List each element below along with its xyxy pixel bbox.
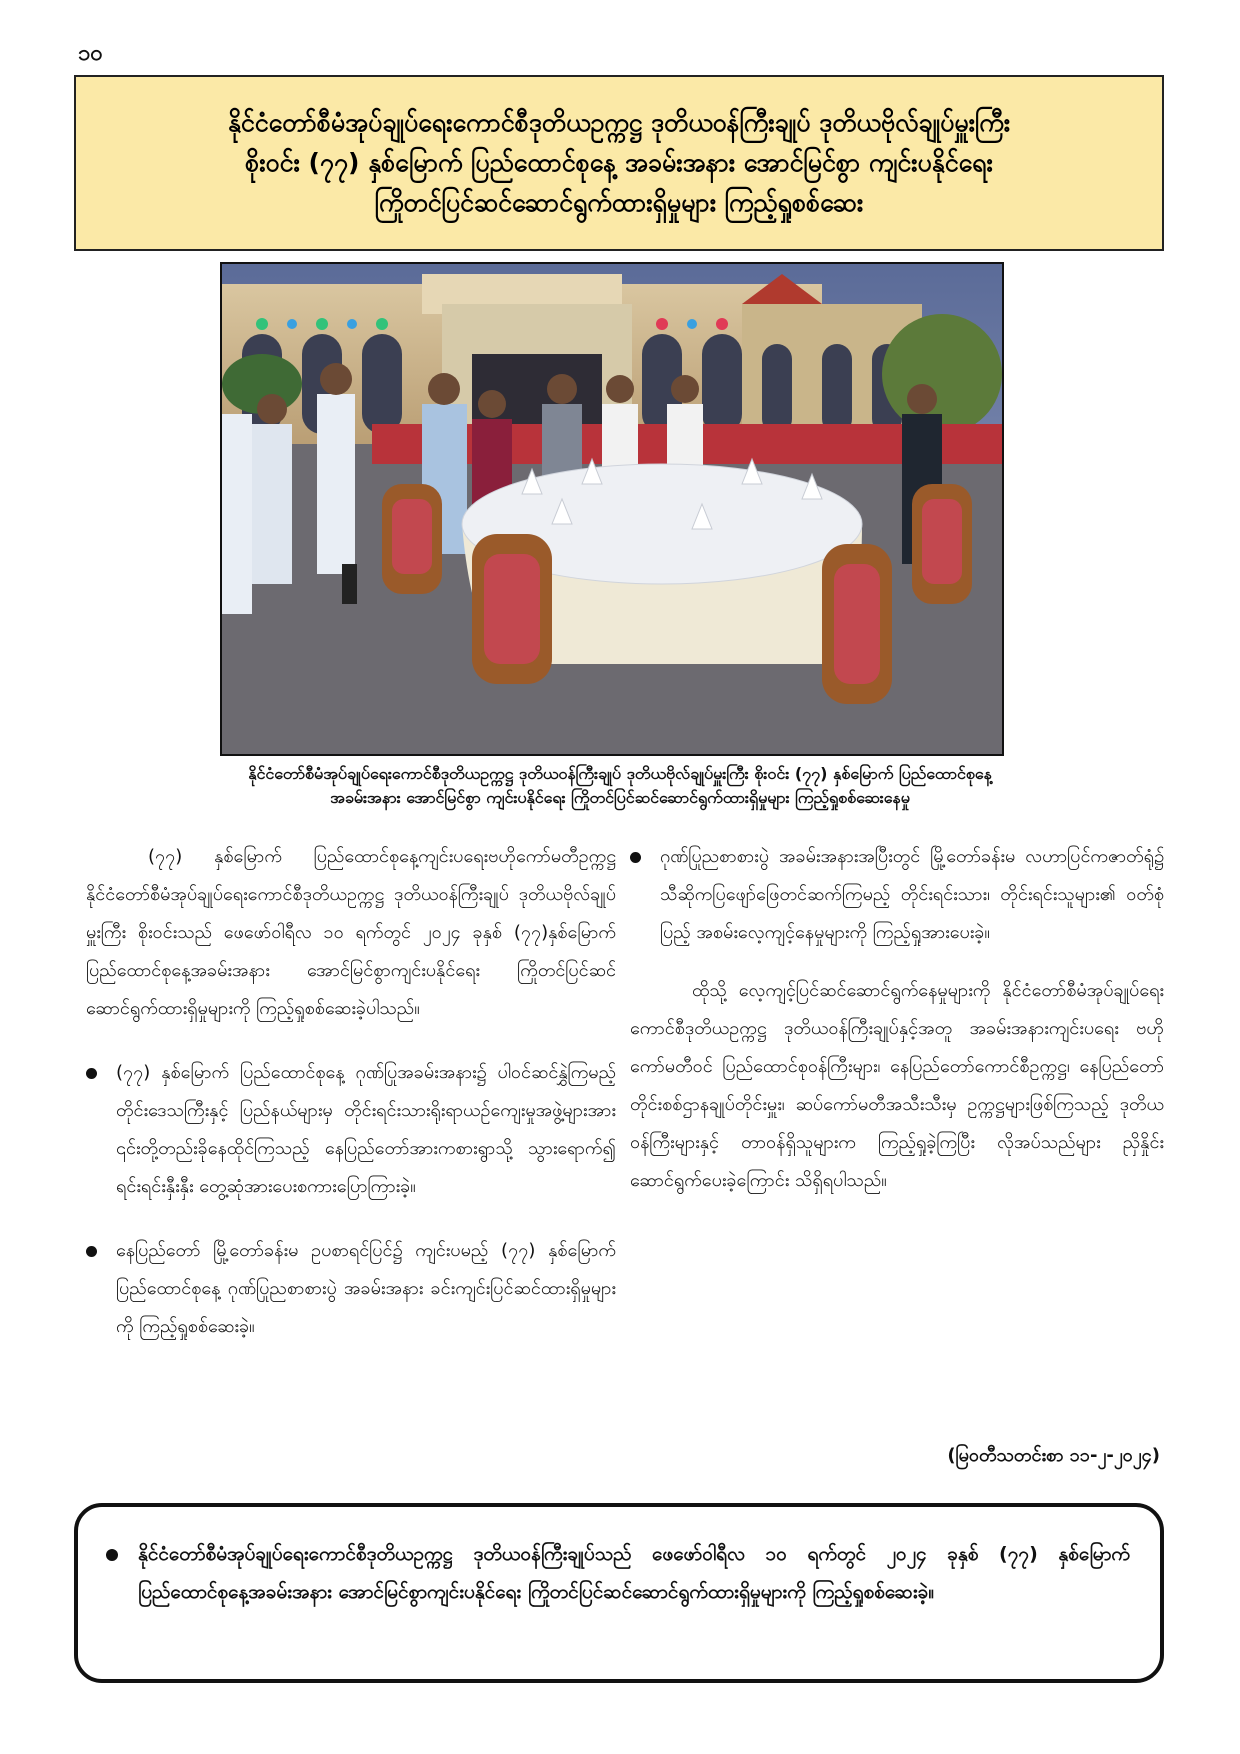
photo-illustration: [222, 264, 1002, 754]
bullet-item-1: [86, 1054, 616, 1206]
bullet-icon: [106, 1549, 118, 1561]
photo-caption: [80, 762, 1160, 810]
left-column: [86, 838, 616, 1346]
bullet-text-1: (၇၇) နှစ်မြောက် ပြည်ထောင်စုနေ့ ဂုဏ်ပြုအခမ်းအနား၌ ပါဝင်ဆင်နွှဲကြမည့် တိုင်းဒေသကြီးနှင့် ပြည်နယ်များမှ တိုင်းရင်းသားရိုးရာယဉ်ကျေးမှုအဖွဲ့များအား ၎င်းတို့တည်းခိုနေထိုင်ကြသည့် နေပြည်တော်အားကစားရွာသို့ သွားရောက်၍ ရင်းရင်းနှီးနှီး တွေ့ဆုံအားပေးစကားပြောကြားခဲ့။: [116, 1062, 616, 1197]
caption-line-2: အခမ်းအနား အောင်မြင်စွာ ကျင်းပနိုင်ရေး ကြိုတင်ပြင်ဆင်ဆောင်ရွက်ထားရှိမှုများ ကြည့်ရှုစစ်ဆေးနေမှု: [330, 788, 910, 807]
bullet-icon: [86, 1246, 97, 1257]
page-number: ၁၀: [78, 41, 103, 66]
intro-paragraph: (၇၇) နှစ်မြောက် ပြည်ထောင်စုနေ့ကျင်းပရေးဗဟိုကော်မတီဥက္ကဋ္ဌ နိုင်ငံတော်စီမံအုပ်ချုပ်ရေးကောင်စီဒုတိယဥက္ကဋ္ဌ ဒုတိယဝန်ကြီးချုပ် ဒုတိယဗိုလ်ချုပ်မှူးကြီး စိုးဝင်းသည် ဖေဖော်ဝါရီလ ၁၀ ရက်တွင် ၂၀၂၄ ခုနှစ် (၇၇)နှစ်မြောက် ပြည်ထောင်စုနေ့အခမ်းအနား အောင်မြင်စွာကျင်းပနိုင်ရေး ကြိုတင်ပြင်ဆင်ဆောင်ရွက်ထားရှိမှုများကို ကြည့်ရှုစစ်ဆေးခဲ့ပါသည်။: [86, 846, 616, 1019]
bullet-item-3: [630, 838, 1164, 952]
summary-box: [74, 1503, 1164, 1683]
bullet-text-2: နေပြည်တော် မြို့တော်ခန်းမ ဥပစာရင်ပြင်၌ ကျင်းပမည့် (၇၇) နှစ်မြောက် ပြည်ထောင်စုနေ့ ဂုဏ်ပြုညစာစားပွဲ အခမ်းအနား ခင်းကျင်းပြင်ဆင်ထားရှိမှုများကို ကြည့်ရှုစစ်ဆေးခဲ့။: [116, 1240, 616, 1337]
bullet-item-2: [86, 1232, 616, 1346]
closing-paragraph: ထိုသို့ လေ့ကျင့်ပြင်ဆင်ဆောင်ရွက်နေမှုများကို နိုင်ငံတော်စီမံအုပ်ချုပ်ရေးကောင်စီဒုတိယဥက္ကဋ္ဌ ဒုတိယဝန်ကြီးချုပ်နှင့်အတူ အခမ်းအနားကျင်းပရေး ဗဟိုကော်မတီဝင် ပြည်ထောင်စုဝန်ကြီးများ၊ နေပြည်တော်ကောင်စီဥက္ကဋ္ဌ၊ နေပြည်တော်တိုင်းစစ်ဌာနချုပ်တိုင်းမှူး၊ ဆပ်ကော်မတီအသီးသီးမှ ဥက္ကဋ္ဌများဖြစ်ကြသည့် ဒုတိယဝန်ကြီးများနှင့် တာဝန်ရှိသူများက ကြည့်ရှုခဲ့ကြပြီး လိုအပ်သည်များ ညှိနှိုင်းဆောင်ရွက်ပေးခဲ့ကြောင်း သိရှိရပါသည်။: [630, 980, 1164, 1191]
bullet-icon: [86, 1068, 97, 1079]
caption-line-1: နိုင်ငံတော်စီမံအုပ်ချုပ်ရေးကောင်စီဒုတိယဥက္ကဋ္ဌ ဒုတိယဝန်ကြီးချုပ် ဒုတိယဗိုလ်ချုပ်မှူးကြီး စိုးဝင်း (၇၇) နှစ်မြောက် ပြည်ထောင်စုနေ့: [248, 764, 992, 783]
bullet-text-3: ဂုဏ်ပြုညစာစားပွဲ အခမ်းအနားအပြီးတွင် မြို့တော်ခန်းမ လဟာပြင်ကဇာတ်ရုံ၌ သီဆိုကပြဖျော်ဖြေတင်ဆက်ကြမည့် တိုင်းရင်းသား၊ တိုင်းရင်းသူများ၏ ဝတ်စုံပြည့် အစမ်းလေ့ကျင့်နေမှုများကို ကြည့်ရှုအားပေးခဲ့။: [660, 846, 1164, 943]
right-column: [630, 838, 1164, 1200]
source-citation: (မြဝတီသတင်းစာ ၁၁-၂-၂၀၂၄): [947, 1445, 1160, 1466]
title-box: [74, 75, 1164, 251]
summary-text: နိုင်ငံတော်စီမံအုပ်ချုပ်ရေးကောင်စီဒုတိယဥက္ကဋ္ဌ ဒုတိယဝန်ကြီးချုပ်သည် ဖေဖော်ဝါရီလ ၁၀ ရက်တွင် ၂၀၂၄ ခုနှစ် (၇၇) နှစ်မြောက် ပြည်ထောင်စုနေ့အခမ်းအနား အောင်မြင်စွာကျင်းပနိုင်ရေး ကြိုတင်ပြင်ဆင်ဆောင်ရွက်ထားရှိမှုများကို ကြည့်ရှုစစ်ဆေးခဲ့။: [138, 1543, 1130, 1603]
title-line-1: နိုင်ငံတော်စီမံအုပ်ချုပ်ရေးကောင်စီဒုတိယဥက္ကဋ္ဌ ဒုတိယဝန်ကြီးချုပ် ဒုတိယဗိုလ်ချုပ်မှူးကြီး: [227, 108, 1011, 137]
title-line-2: စိုးဝင်း (၇၇) နှစ်မြောက် ပြည်ထောင်စုနေ့ အခမ်းအနား အောင်မြင်စွာ ကျင်းပနိုင်ရေး: [245, 148, 993, 177]
title-line-3: ကြိုတင်ပြင်ဆင်ဆောင်ရွက်ထားရှိမှုများ ကြည့်ရှုစစ်ဆေး: [374, 188, 864, 217]
event-photo: [220, 262, 1004, 756]
bullet-icon: [630, 852, 641, 863]
